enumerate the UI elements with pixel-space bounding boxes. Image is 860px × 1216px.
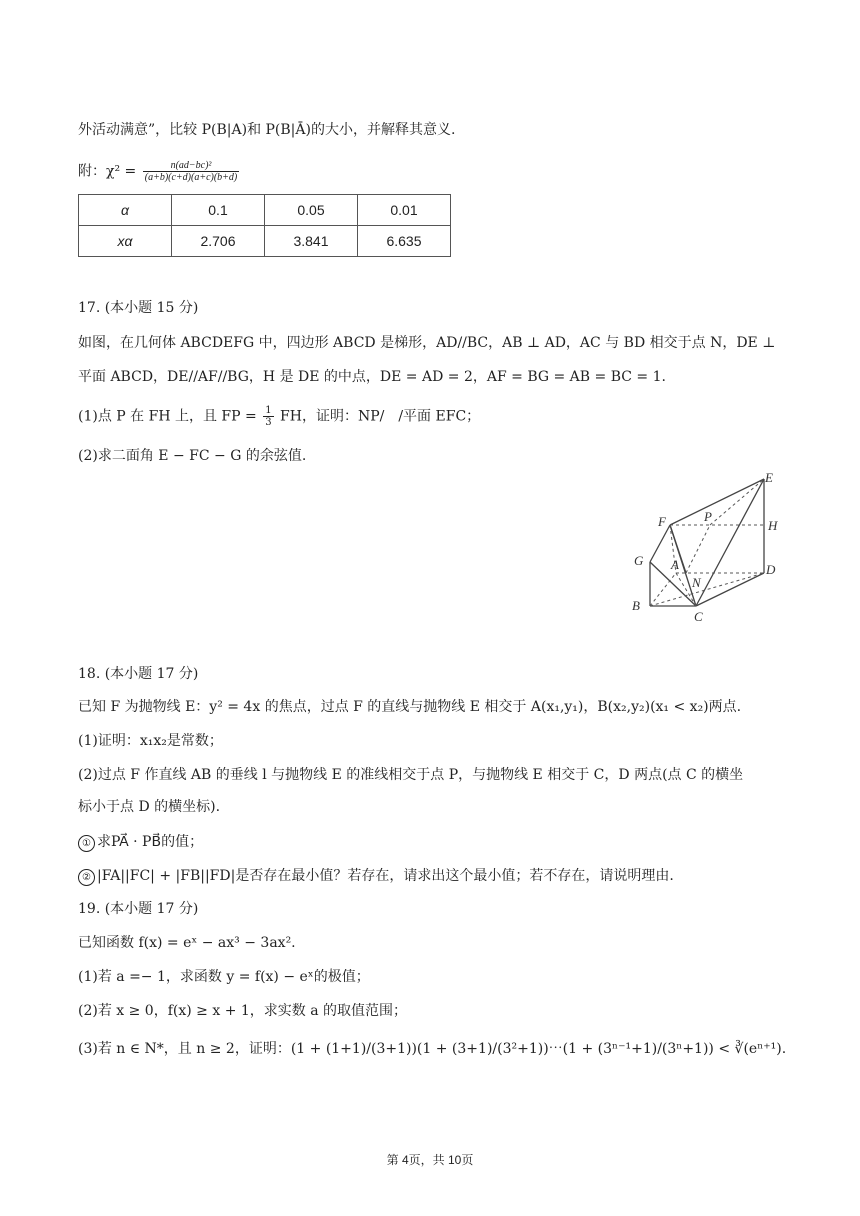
q17-line-4: (2)求二面角 E − FC − G 的余弦值. [78,448,307,464]
table-cell: α [79,195,172,226]
q18-line-3: (2)过点 F 作直线 AB 的垂线 l 与抛物线 E 的准线相交于点 P，与抛物线 E 相交于 C，D 两点(点 C 的横坐 [78,767,744,783]
q17-line-1: 如图，在几何体 ABCDEFG 中，四边形 ABCD 是梯形，AD//BC，AB ⊥ AD，AC 与 BD 相交于点 N，DE ⊥ [78,335,776,351]
q18-line-6 [78,866,674,886]
figure-label-H: H [768,518,778,533]
q18-line-1: 已知 F 为抛物线 E：y² = 4x 的焦点，过点 F 的直线与抛物线 E 相交于 A(x₁,y₁)，B(x₂,y₂)(x₁ < x₂)两点. [78,699,742,715]
q18-line-4: 标小于点 D 的横坐标). [78,799,221,815]
figure-label-C: C [694,609,703,624]
formula-numerator: n(ad−bc)² [143,160,240,172]
q17-line-3 [78,405,480,428]
q19-line-3: (2)若 x ≥ 0，f(x) ≥ x + 1，求实数 a 的取值范围； [78,1003,408,1019]
text-line-top: 外活动满意”，比较 P(B|A)和 P(B|Ā)的大小，并解释其意义. [78,122,456,138]
q19-line-2: (1)若 a =− 1，求函数 y = f(x) − eˣ的极值； [78,969,370,985]
q17-heading: 17. (本小题 15 分) [78,300,199,316]
q17-fraction [263,405,273,428]
table-row [79,195,451,226]
circled-number-2: ② [78,869,95,886]
q19-line-1: 已知函数 f(x) = eˣ − ax³ − 3ax². [78,935,296,951]
critical-value-table [78,194,451,257]
formula-fraction [143,160,240,183]
q18-line-5-text: 求PA⃗ · PB⃗的值； [97,834,204,850]
table-cell: 0.01 [358,195,451,226]
figure-label-G: G [634,553,644,568]
figure-label-D: D [766,562,776,577]
chi-square-formula [78,160,241,183]
q17-line-3-a: (1)点 P 在 FH 上，且 FP = [78,408,257,425]
figure-label-P: P [704,509,712,524]
table-cell: xα [79,226,172,257]
table-cell: 3.841 [265,226,358,257]
q17-line-3-b: FH，证明：NP/ /平面 EFC； [280,408,481,425]
q18-line-5 [78,832,203,852]
q17-fraction-den: 3 [265,417,272,428]
figure-label-N: N [692,575,701,590]
circled-number-1: ① [78,835,95,852]
q19-line-4: (3)若 n ∈ N*，且 n ≥ 2，证明：(1 + (1+1)/(3+1))(1 + (3+1)/(3²+1))⋯(1 + (3ⁿ⁻¹+1)/(3ⁿ+1)) < ∛(eⁿ⁺¹). [78,1041,787,1057]
figure-label-B: B [632,598,640,613]
q17-fraction-num: 1 [265,405,272,416]
table-cell: 2.706 [172,226,265,257]
table-row [79,226,451,257]
q19-heading: 19. (本小题 17 分) [78,901,199,917]
q18-line-2: (1)证明：x₁x₂是常数； [78,733,223,749]
figure-label-A: A [671,557,679,572]
q18-line-6-text: |FA||FC| + |FB||FD|是否存在最小值？若存在，请求出这个最小值；若不存在，请说明理由. [97,868,674,884]
table-cell: 6.635 [358,226,451,257]
table-cell: 0.1 [172,195,265,226]
q18-heading: 18. (本小题 17 分) [78,666,199,682]
geometry-figure [628,470,788,625]
formula-denominator: (a+b)(c+d)(a+c)(b+d) [144,172,238,183]
q17-line-2: 平面 ABCD，DE//AF//BG，H 是 DE 的中点，DE = AD = 2，AF = BG = AB = BC = 1. [78,369,666,385]
figure-label-E: E [765,470,773,485]
figure-label-F: F [658,514,666,529]
page-footer: 第 4页，共 10页 [386,1153,474,1167]
table-cell: 0.05 [265,195,358,226]
formula-prefix: 附：χ² = [78,163,137,180]
